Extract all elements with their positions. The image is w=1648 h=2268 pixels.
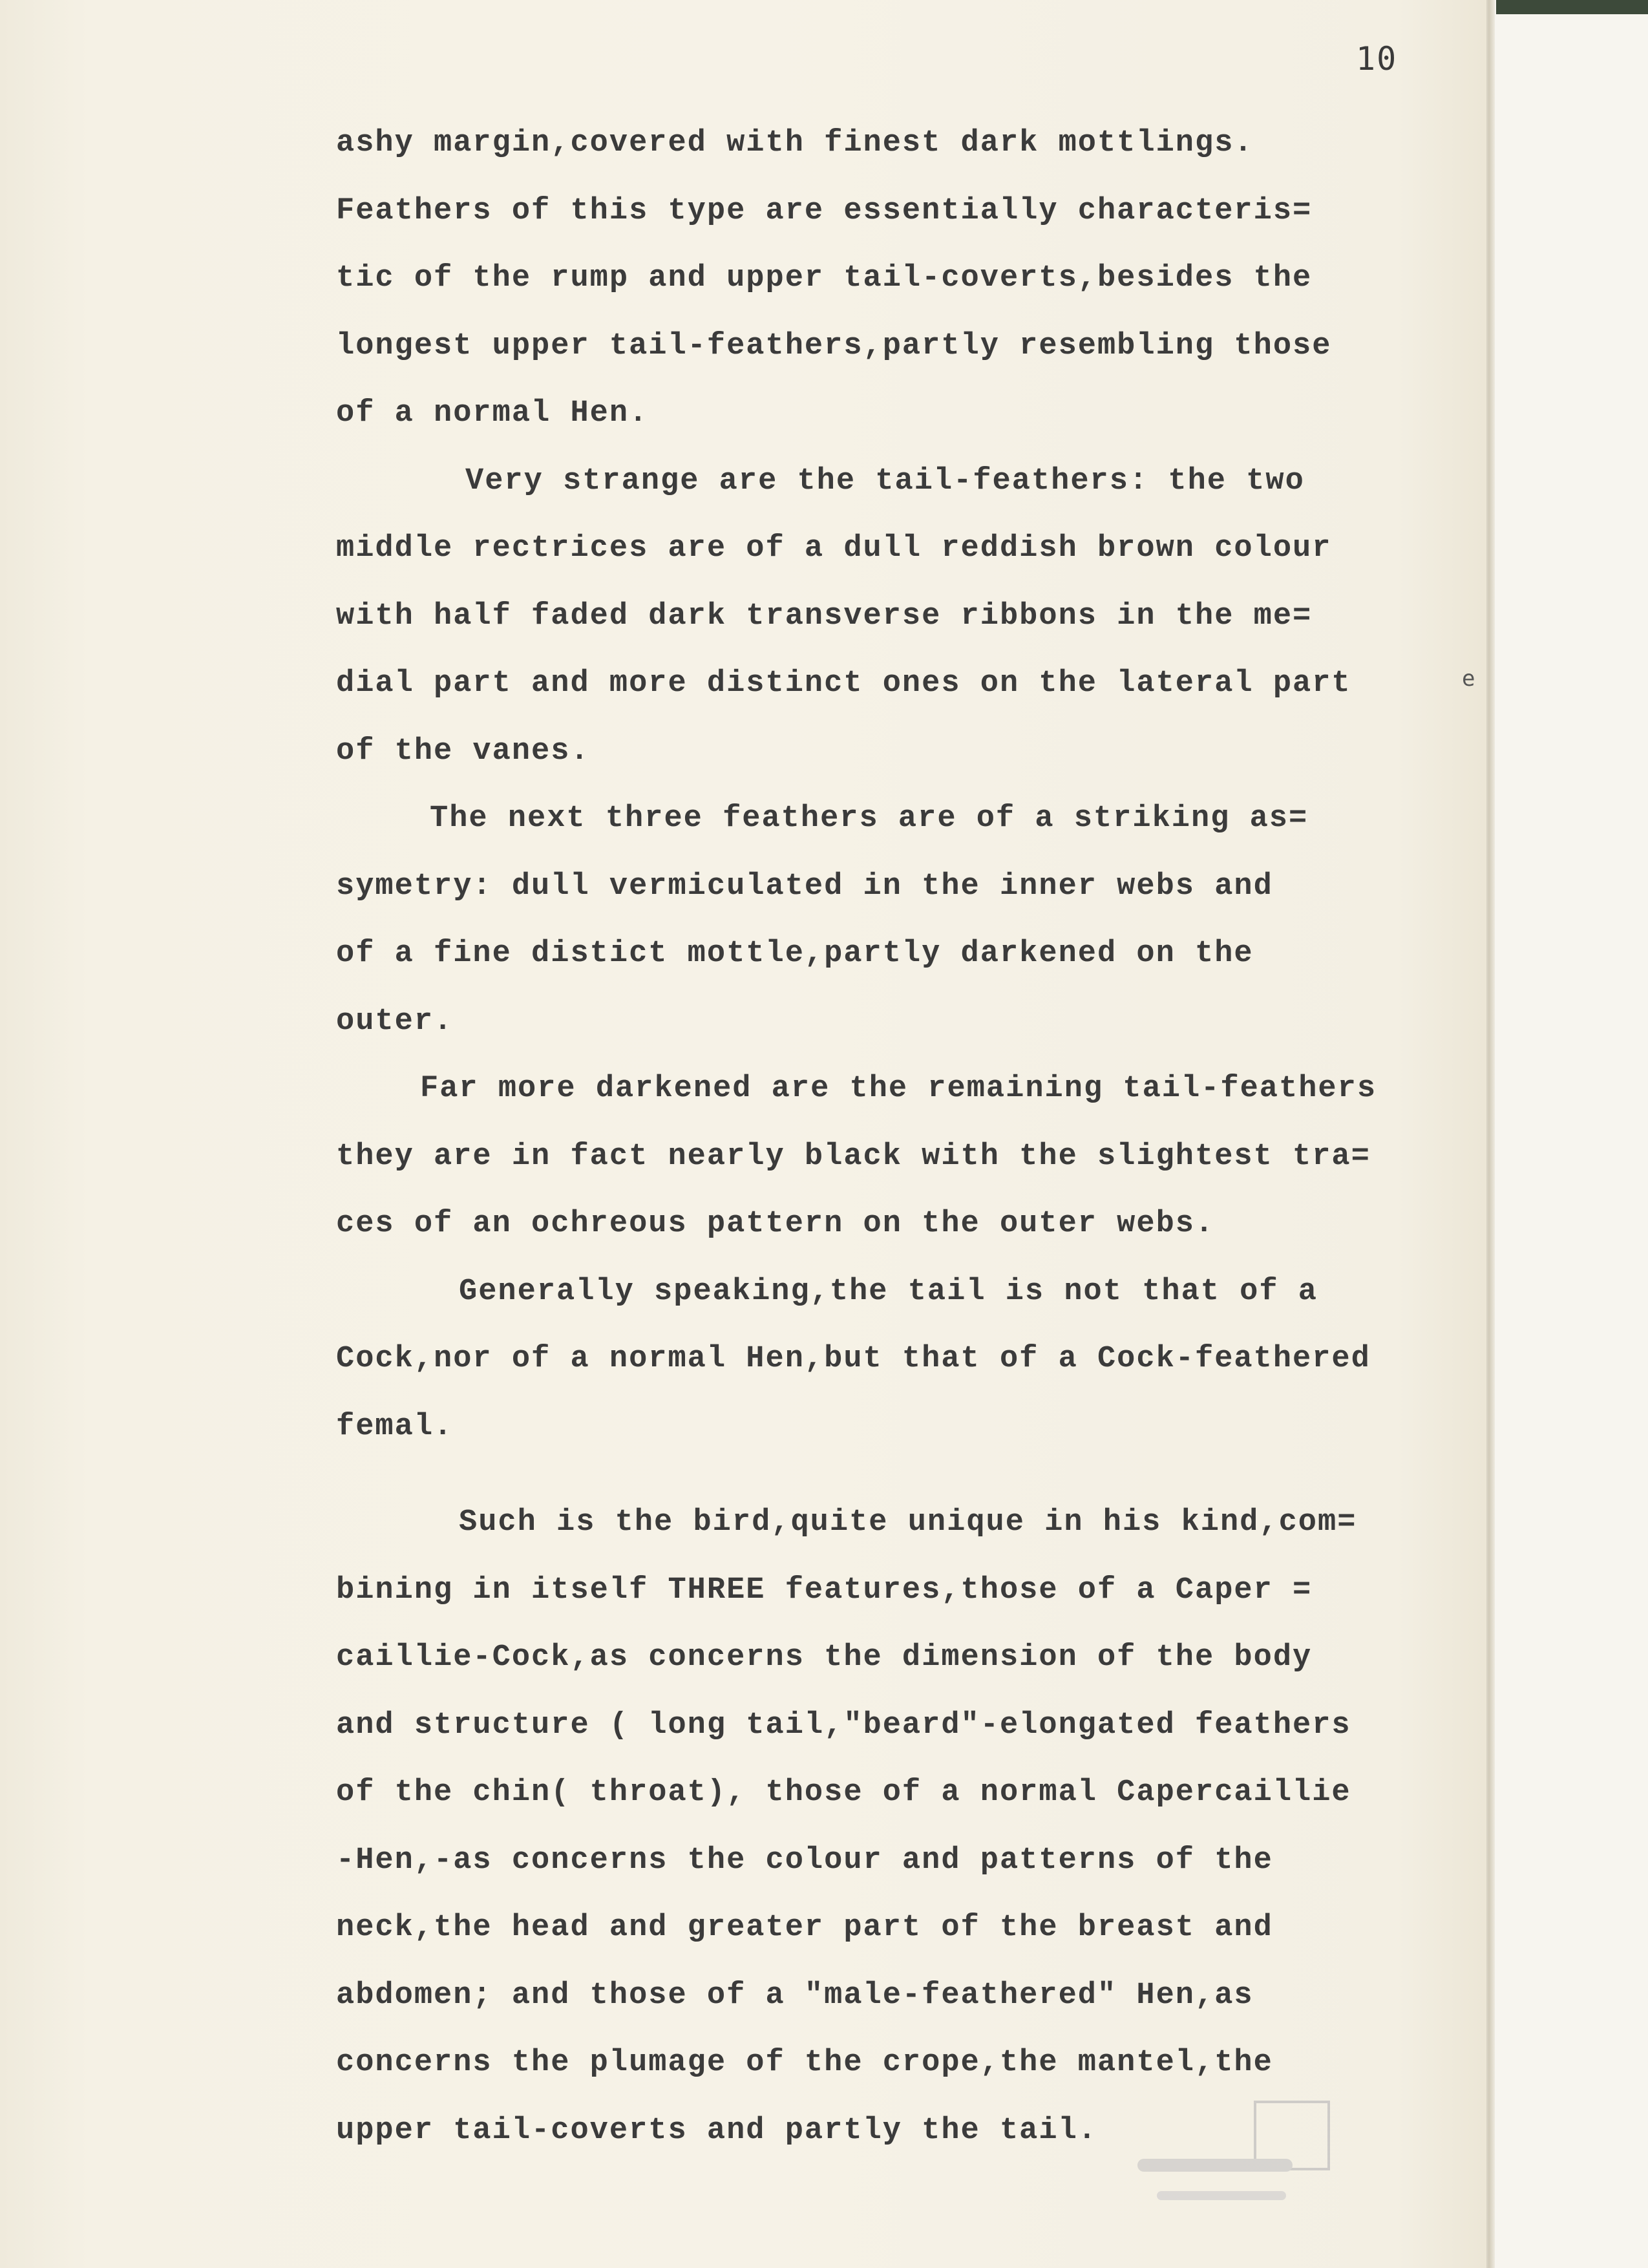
paragraph-6: [336, 1489, 1493, 2165]
paragraph-2: [336, 448, 1493, 786]
faint-stamp: [1137, 2101, 1351, 2217]
text-line: caillie-Cock,as concerns the dimension of the body: [336, 1640, 1313, 1675]
stamp-smudge: [1157, 2191, 1286, 2200]
text-line: Generally speaking,the tail is not that of a: [459, 1274, 1318, 1309]
text-line: upper tail-coverts and partly the tail.: [336, 2113, 1097, 2148]
text-line: abdomen; and those of a "male-feathered" Hen,as: [336, 1978, 1254, 2013]
text-line: with half faded dark transverse ribbons in the me=: [336, 599, 1313, 633]
typewritten-text: [336, 110, 1493, 2165]
paragraph-1: [336, 110, 1493, 448]
text-line: Far more darkened are the remaining tail-feathers: [420, 1072, 1377, 1106]
text-line: of a normal Hen.: [336, 396, 649, 430]
text-line: Very strange are the tail-feathers: the two: [465, 463, 1305, 498]
stamp-smudge: [1137, 2159, 1293, 2172]
text-line: neck,the head and greater part of the breast and: [336, 1911, 1273, 1945]
text-line: Feathers of this type are essentially characteris=: [336, 193, 1313, 228]
text-line: ces of an ochreous pattern on the outer webs.: [336, 1207, 1215, 1241]
paragraph-5: [336, 1258, 1493, 1461]
text-line: femal.: [336, 1409, 454, 1444]
text-line: Such is the bird,quite unique in his kind,com=: [459, 1505, 1357, 1540]
text-line: symetry: dull vermiculated in the inner webs and: [336, 869, 1273, 904]
text-line: dial part and more distinct ones on the lateral part: [336, 666, 1351, 701]
paragraph-gap: [336, 1461, 1493, 1489]
binding-corner: [1496, 0, 1648, 14]
text-line: concerns the plumage of the crope,the mantel,the: [336, 2046, 1273, 2080]
text-line: outer.: [336, 1004, 454, 1039]
margin-mark: e: [1462, 666, 1475, 692]
text-line: Cock,nor of a normal Hen,but that of a Cock-feathered: [336, 1342, 1371, 1376]
text-line: middle rectrices are of a dull reddish brown colour: [336, 531, 1332, 566]
text-line: bining in itself THREE features,those of a Caper =: [336, 1573, 1313, 1607]
text-line: and structure ( long tail,"beard"-elongated feathers: [336, 1708, 1351, 1743]
text-line: of the vanes.: [336, 734, 590, 768]
text-line: they are in fact nearly black with the slightest tra=: [336, 1139, 1371, 1174]
text-line: ashy margin,covered with finest dark mottlings.: [336, 126, 1254, 160]
text-line: longest upper tail-feathers,partly resembling those: [336, 328, 1332, 363]
text-line: -Hen,-as concerns the colour and patterns of the: [336, 1843, 1273, 1878]
paragraph-4: [336, 1055, 1493, 1258]
text-line: of a fine distict mottle,partly darkened on the: [336, 937, 1254, 971]
text-line: tic of the rump and upper tail-coverts,besides the: [336, 261, 1313, 295]
text-line: The next three feathers are of a striking as=: [430, 801, 1309, 836]
page-edge-strip: [1486, 0, 1648, 2268]
text-line: of the chin( throat), those of a normal Capercaillie: [336, 1775, 1351, 1810]
page-number: 10: [1356, 40, 1398, 78]
paragraph-3: [336, 785, 1493, 1055]
